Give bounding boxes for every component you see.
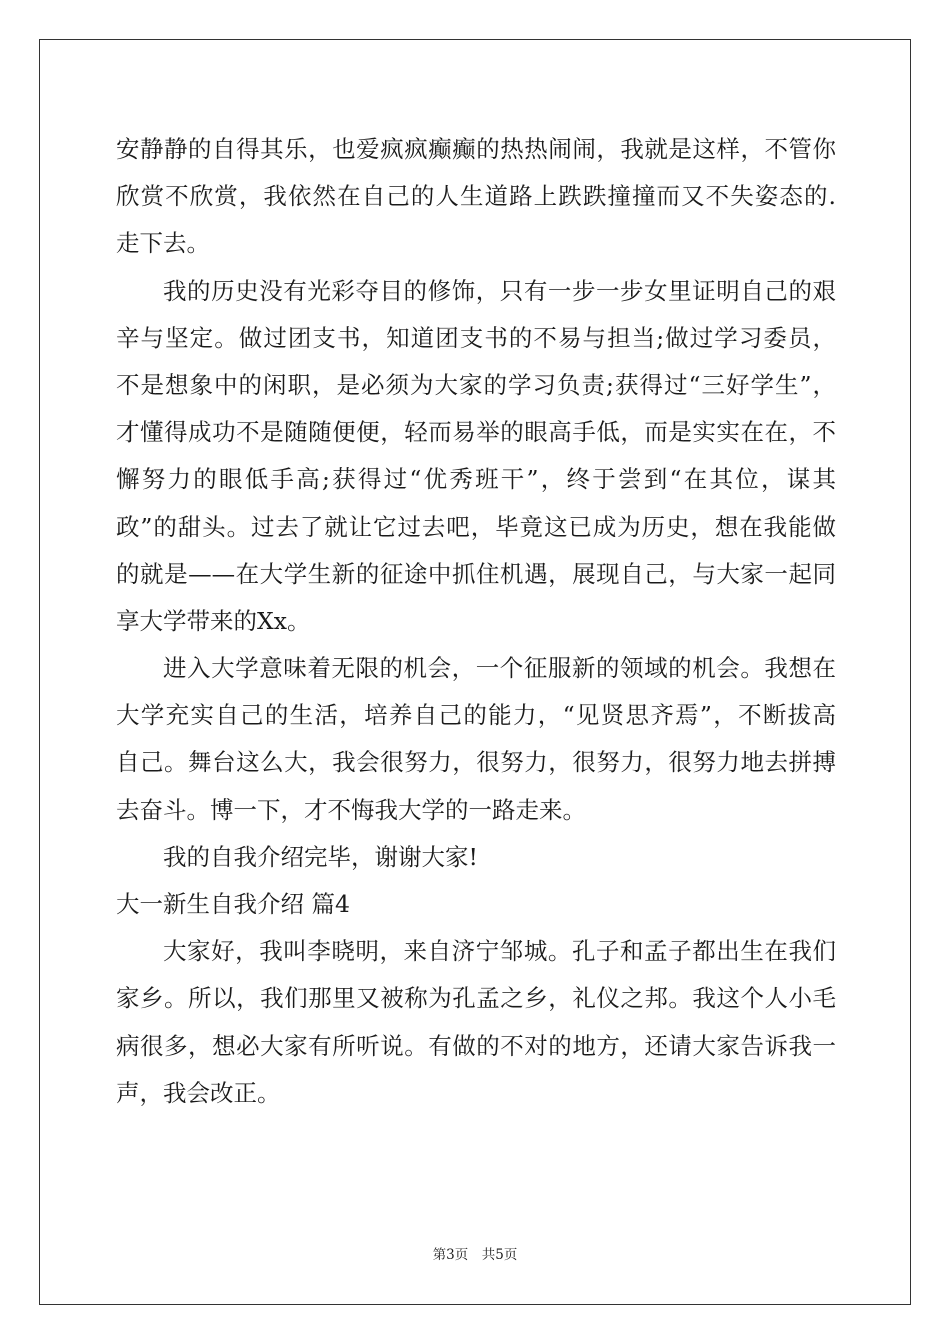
- text-line: 自己。舞台这么大，我会很努力，很努力，很努力，很努力地去拼搏: [116, 748, 836, 777]
- text-line: 大学充实自己的生活，培养自己的能力，“见贤思齐焉”，不断拔高: [116, 701, 836, 730]
- section-heading: 大一新生自我介绍 篇4: [116, 890, 350, 918]
- paragraph: [116, 928, 836, 1117]
- text-line: 政”的甜头。过去了就让它过去吧，毕竟这已成为历史，想在我能做: [116, 512, 836, 541]
- text-line: 的就是——在大学生新的征途中抓住机遇，展现自己，与大家一起同: [116, 559, 836, 588]
- text-line: 安静静的自得其乐，也爱疯疯癫癫的热热闹闹，我就是这样，不管你: [116, 135, 836, 163]
- paragraph: [116, 126, 836, 268]
- text-line: 病很多，想必大家有所听说。有做的不对的地方，还请大家告诉我一: [116, 1031, 836, 1060]
- text-line: 享大学带来的Xx。: [116, 606, 311, 635]
- text-line: 辛与坚定。做过团支书，知道团支书的不易与担当;做过学习委员，: [116, 323, 836, 352]
- text-line: 不是想象中的闲职，是必须为大家的学习负责;获得过“三好学生”，: [116, 370, 836, 399]
- text-line: 懈努力的眼低手高;获得过“优秀班干”，终于尝到“在其位，谋其: [116, 465, 836, 494]
- paragraph: [116, 645, 836, 834]
- text-line: 我的自我介绍完毕，谢谢大家!: [163, 842, 478, 871]
- text-line: 走下去。: [116, 229, 210, 258]
- text-line: 我的历史没有光彩夺目的修饰，只有一步一步女里证明自己的艰: [163, 276, 836, 305]
- text-line: 去奋斗。博一下，才不悔我大学的一路走来。: [116, 795, 586, 824]
- document-body: [116, 126, 836, 1117]
- text-line: 声，我会改正。: [116, 1078, 281, 1107]
- page-number-footer: 第3页 共5页: [432, 1247, 518, 1263]
- text-line: 进入大学意味着无限的机会，一个征服新的领域的机会。我想在: [163, 654, 836, 683]
- text-line: 大家好，我叫李晓明，来自济宁邹城。孔子和孟子都出生在我们: [163, 937, 836, 966]
- paragraph: [116, 268, 836, 646]
- text-line: 家乡。所以，我们那里又被称为孔孟之乡，礼仪之邦。我这个人小毛: [116, 984, 836, 1013]
- paragraph: [116, 834, 836, 881]
- text-line: 欣赏不欣赏，我依然在自己的人生道路上跌跌撞撞而又不失姿态的.: [116, 182, 836, 211]
- text-line: 才懂得成功不是随随便便，轻而易举的眼高手低，而是实实在在，不: [116, 418, 836, 447]
